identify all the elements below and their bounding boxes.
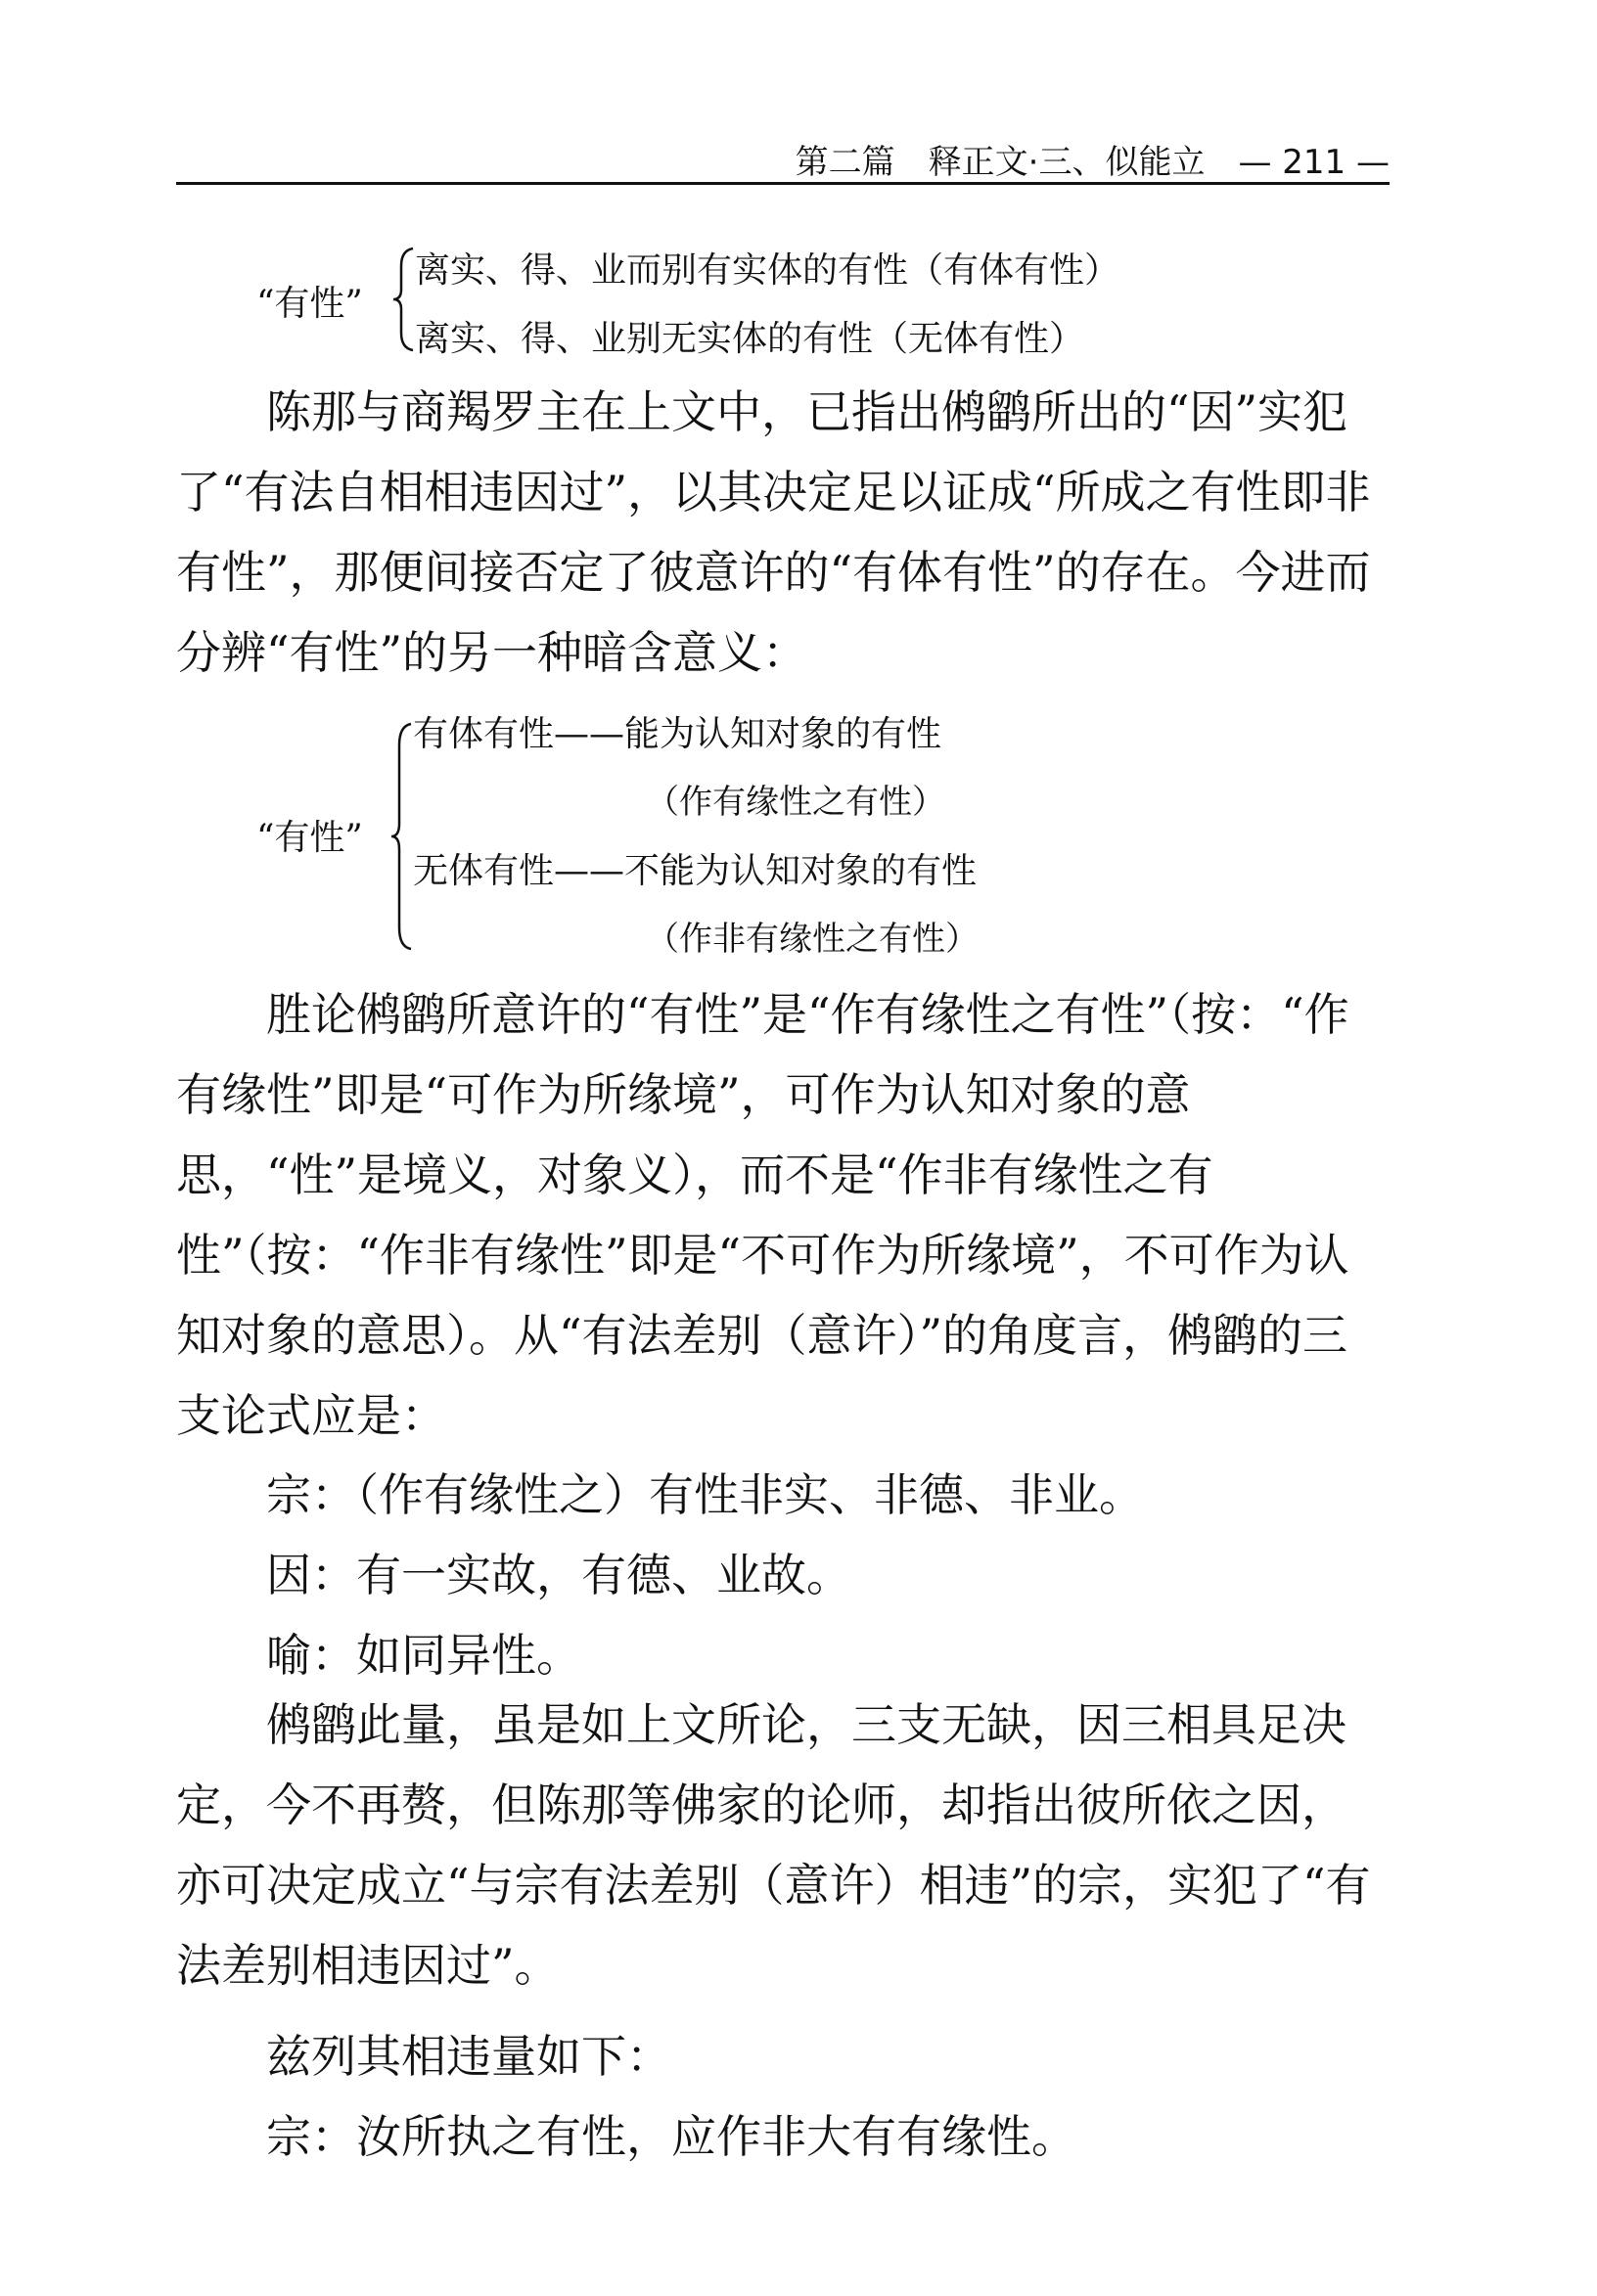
- curly-brace-icon: [389, 722, 415, 951]
- brace-label: “有性”: [256, 818, 363, 858]
- brace-item-1-note: （作有缘性之有性）: [646, 783, 945, 822]
- syllogism-reason: 因：有一实故，有德、业故。: [266, 1549, 851, 1601]
- brace-item-2-note: （作非有缘性之有性）: [646, 920, 979, 959]
- brace-item-1: 有体有性——能为认知对象的有性: [413, 714, 942, 754]
- header-text: 第二篇 释正文·三、似能立 — 211 —: [795, 143, 1390, 182]
- syllogism-thesis: 宗：（作有缘性之）有性非实、非德、非业。: [266, 1468, 1144, 1521]
- syllogism-thesis: 宗：汝所执之有性，应作非大有有缘性。: [266, 2110, 1076, 2163]
- brace-item-2: 离实、得、业别无实体的有性（无体有性）: [415, 319, 1085, 359]
- brace-item-2: 无体有性——不能为认知对象的有性: [413, 851, 978, 891]
- paragraph: 胜论鸺鹠所意许的“有性”是“作有缘性之有性”（按：“作有缘性”即是“可作为所缘境”，可作为认知对象的意思，“性”是境义，对象义），而不是“作非有缘性之有性”（按：“作非有缘性”即是“不可作为所缘境”，不可作为认知对象的意思）。从“有法差别（意许）”的角度言，鸺鹠的三支论式应是：: [176, 988, 1349, 1442]
- paragraph-intro: 兹列其相违量如下：: [266, 2030, 671, 2083]
- brace-item-1: 离实、得、业而别有实体的有性（有体有性）: [415, 250, 1120, 291]
- paragraph: 陈那与商羯罗主在上文中，已指出鸺鹠所出的“因”实犯了“有法自相相违因过”，以其决定足以证成“所成之有性即非有性”，那便间接否定了彼意许的“有体有性”的存在。今进而分辨“有性”的另一种暗含意义：: [176, 385, 1371, 679]
- paragraph: 鸺鹠此量，虽是如上文所论，三支无缺，因三相具足决定，今不再赘，但陈那等佛家的论师，却指出彼所依之因，亦可决定成立“与宗有法差别（意许）相违”的宗，实犯了“有法差别相违因过”。: [176, 1698, 1371, 1992]
- running-header: [176, 127, 1390, 185]
- curly-brace-icon: [391, 247, 417, 352]
- syllogism-example: 喻：如同异性。: [266, 1629, 581, 1682]
- brace-label: “有性”: [256, 284, 363, 324]
